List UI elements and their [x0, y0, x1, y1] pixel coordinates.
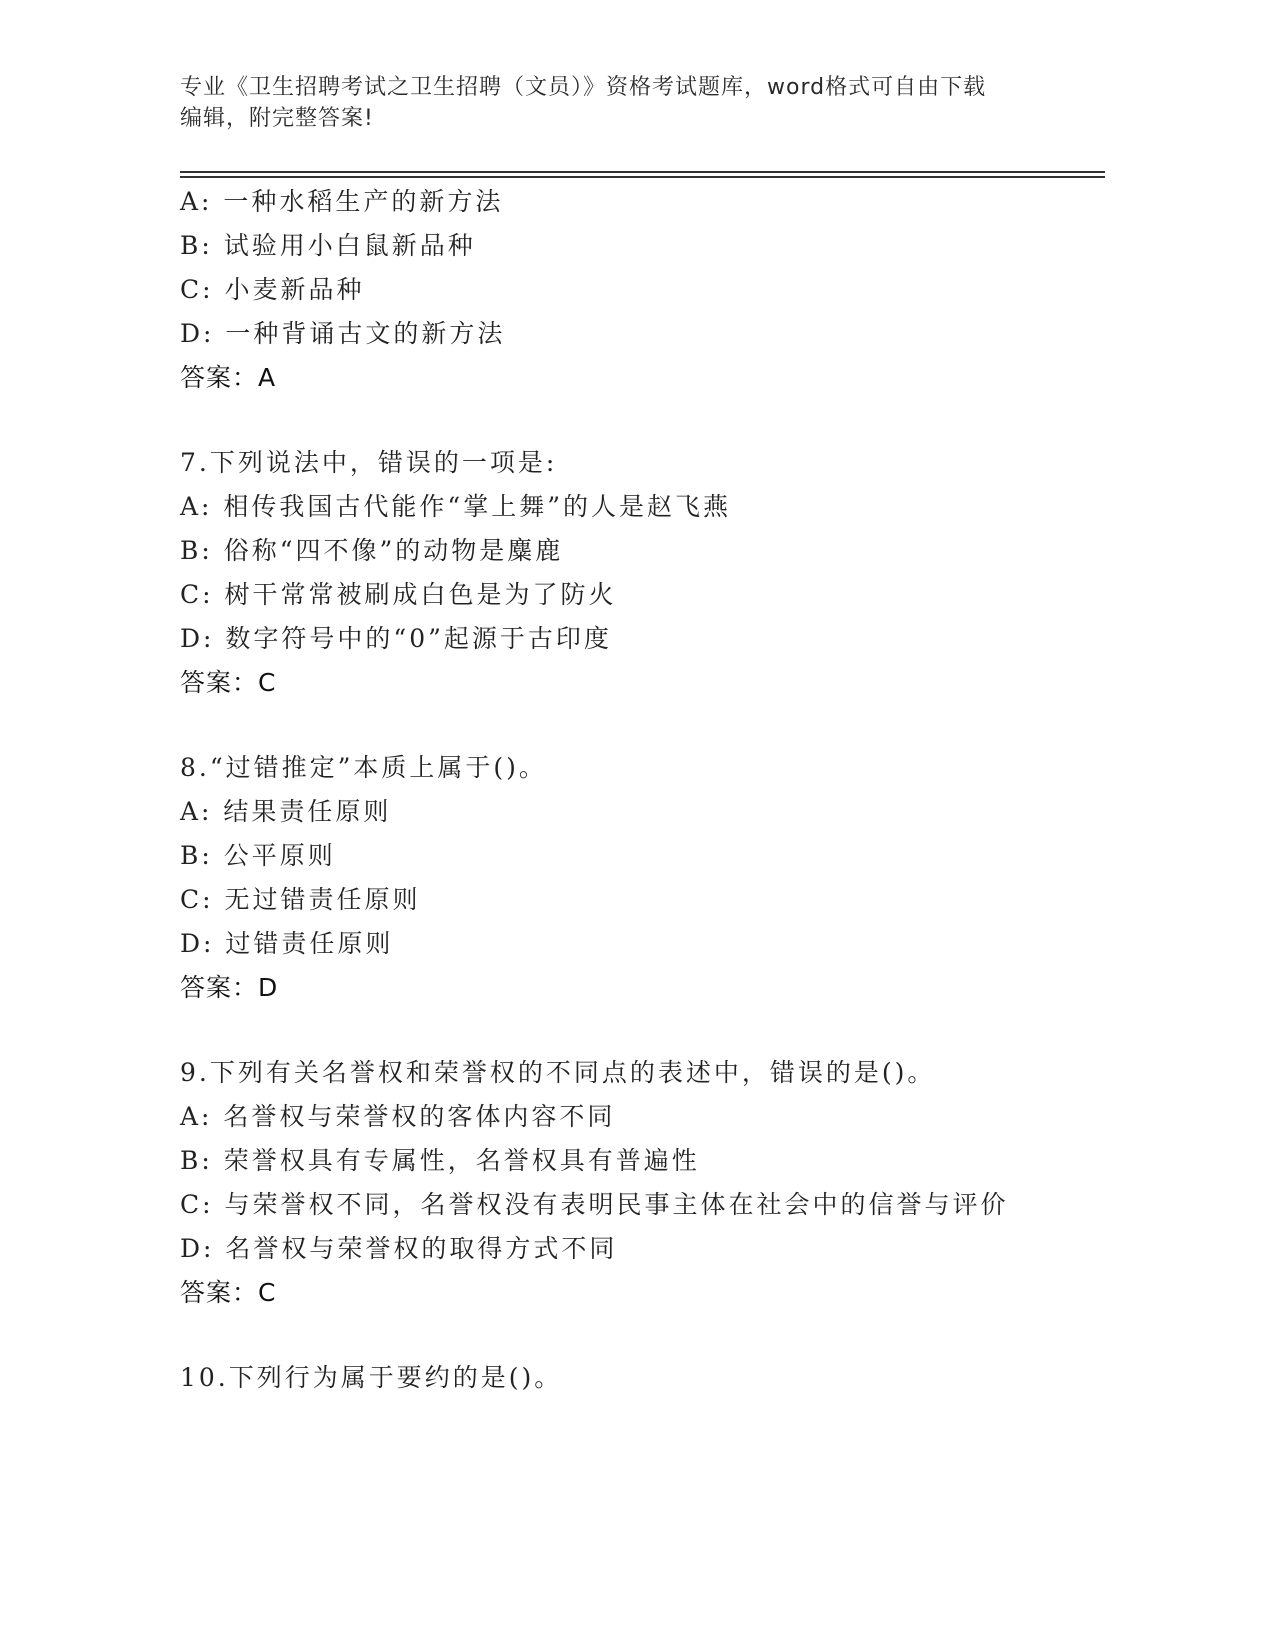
option-d: D: 名誉权与荣誉权的取得方式不同 — [180, 1234, 618, 1263]
option-d: D: 过错责任原则 — [180, 929, 394, 958]
question-10 — [180, 1356, 1180, 1400]
option-a: A: 相传我国古代能作“掌上舞”的人是赵飞燕 — [180, 492, 731, 521]
option-b: B: 公平原则 — [180, 841, 336, 870]
question-7 — [180, 441, 1180, 705]
question-9 — [180, 1051, 1180, 1315]
answer-label: 答案：C — [180, 668, 277, 697]
option-b: B: 荣誉权具有专属性，名誉权具有普遍性 — [180, 1146, 700, 1175]
document-header — [180, 72, 1060, 134]
answer-label: 答案：A — [180, 363, 277, 392]
answer-label: 答案：C — [180, 1278, 277, 1307]
question-text: 10.下列行为属于要约的是()。 — [180, 1363, 563, 1392]
question-text: 8.“过错推定”本质上属于()。 — [180, 753, 547, 782]
option-a: A: 名誉权与荣誉权的客体内容不同 — [180, 1102, 616, 1131]
option-b: B: 俗称“四不像”的动物是麋鹿 — [180, 536, 564, 565]
answer-label: 答案：D — [180, 973, 279, 1002]
option-c: C: 树干常常被刷成白色是为了防火 — [180, 580, 617, 609]
option-a: A: 一种水稻生产的新方法 — [180, 187, 504, 216]
question-8 — [180, 746, 1180, 1010]
header-divider-bottom — [180, 176, 1105, 178]
option-b: B: 试验用小白鼠新品种 — [180, 231, 476, 260]
header-divider-top — [180, 171, 1105, 173]
option-c: C: 无过错责任原则 — [180, 885, 421, 914]
question-6 — [180, 180, 1180, 400]
question-text: 9.下列有关名誉权和荣誉权的不同点的表述中，错误的是()。 — [180, 1058, 936, 1087]
option-d: D: 一种背诵古文的新方法 — [180, 319, 506, 348]
option-c: C: 小麦新品种 — [180, 275, 365, 304]
header-intro-line-2: 编辑，附完整答案! — [180, 106, 374, 131]
option-a: A: 结果责任原则 — [180, 797, 392, 826]
header-intro-line-1: 专业《卫生招聘考试之卫生招聘（文员）》资格考试题库，word格式可自由下载 — [180, 75, 987, 100]
question-text: 7.下列说法中，错误的一项是: — [180, 448, 558, 477]
option-d: D: 数字符号中的“0”起源于古印度 — [180, 624, 612, 653]
option-c: C: 与荣誉权不同，名誉权没有表明民事主体在社会中的信誉与评价 — [180, 1190, 1009, 1219]
